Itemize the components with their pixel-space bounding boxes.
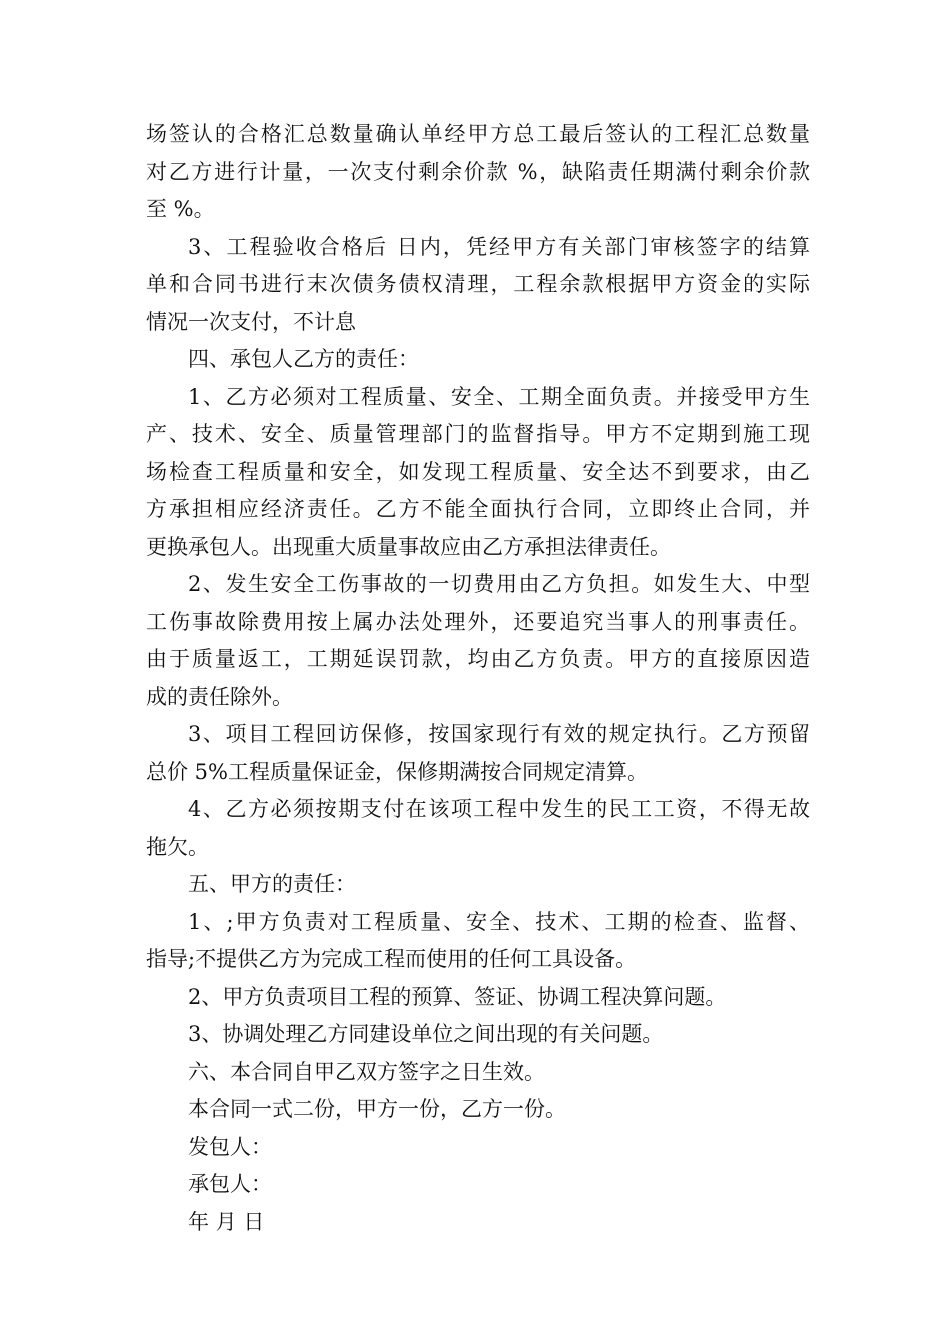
text-line: 方承担相应经济责任。乙方不能全面执行合同，立即终止合同，并 [146,497,810,521]
text-line: 本合同一式二份，甲方一份，乙方一份。 [188,1097,566,1121]
text-line: 年 月 日 [188,1209,265,1234]
text-line: 2、发生安全工伤事故的一切费用由乙方负担。如发生大、中型 [188,572,810,596]
text-line: 3、项目工程回访保修，按国家现行有效的规定执行。乙方预留 [188,722,810,746]
text-line: 对乙方进行计量，一次支付剩余价款 %，缺陷责任期满付剩余价款 [146,159,810,184]
text-line: 1、;甲方负责对工程质量、安全、技术、工期的检查、监督、 [188,909,810,934]
text-line: 3、协调处理乙方同建设单位之间出现的有关问题。 [188,1022,664,1046]
text-line: 情况一次支付，不计息 [146,309,356,334]
text-line: 更换承包人。出现重大质量事故应由乙方承担法律责任。 [146,534,671,559]
document-body [146,116,810,1241]
text-line: 至 %。 [146,197,215,221]
text-line: 产、技术、安全、质量管理部门的监督指导。甲方不定期到施工现 [146,422,810,446]
text-line: 承包人： [188,1172,272,1196]
text-line: 由于质量返工，工期延误罚款，均由乙方负责。甲方的直接原因造 [146,647,810,671]
text-line: 五、甲方的责任： [188,872,356,896]
text-line: 总价 5%工程质量保证金，保修期满按合同规定清算。 [146,759,648,784]
text-line: 六、本合同自甲乙双方签字之日生效。 [188,1059,545,1084]
text-line: 1、乙方必须对工程质量、安全、工期全面负责。并接受甲方生 [188,384,810,409]
text-line: 成的责任除外。 [146,684,293,709]
text-line: 2、甲方负责项目工程的预算、签证、协调工程决算问题。 [188,984,727,1009]
text-line: 四、承包人乙方的责任： [188,347,419,371]
document-lines [146,116,810,1241]
text-line: 指导;不提供乙方为完成工程而使用的任何工具设备。 [146,947,637,971]
text-line: 单和合同书进行末次债务债权清理，工程余款根据甲方资金的实际 [146,272,810,296]
text-line: 4、乙方必须按期支付在该项工程中发生的民工工资，不得无故 [188,797,810,821]
text-line: 拖欠。 [146,834,209,859]
text-line: 工伤事故除费用按上属办法处理外，还要追究当事人的刑事责任。 [146,609,810,634]
text-line: 发包人： [188,1134,272,1159]
text-line: 场签认的合格汇总数量确认单经甲方总工最后签认的工程汇总数量 [146,122,810,146]
text-line: 场检查工程质量和安全，如发现工程质量、安全达不到要求，由乙 [146,459,810,484]
text-line: 3、工程验收合格后 日内，凭经甲方有关部门审核签字的结算 [188,234,810,259]
